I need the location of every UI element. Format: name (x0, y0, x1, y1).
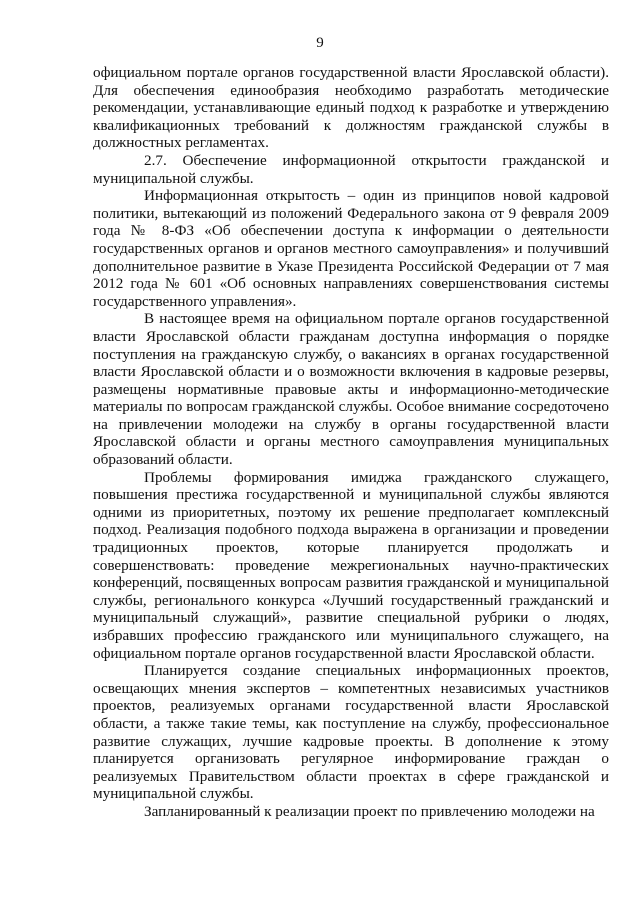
paragraph-official-portal: В настоящее время на официальном портале органов государственной власти Ярославской области гражданам доступна информация о порядке поступления на гражданскую службу, о вакансиях в органах государственной власти Ярославской области и о возможности включения в кадровые резервы, размещены нормативные правовые акты и информационно-методические материалы по вопросам гражданской службы. Особое внимание сосредоточено на привлечении молодежи на службу в органы государственной власти Ярославской области и органы местного самоуправления муниципальных образований области. (93, 310, 609, 469)
paragraph-continuation: официальном портале органов государственной власти Ярославской области). Для обеспечения единообразия необходимо разработать методические рекомендации, устанавливающие единый подход к разработке и утверждению квалификационных требований к должностям гражданской службы в должностных регламентах. (93, 64, 609, 152)
section-heading-2-7: 2.7. Обеспечение информационной открытости гражданской и муниципальной службы. (93, 151, 609, 187)
paragraph-information-openness: Информационная открытость – один из принципов новой кадровой политики, вытекающий из положений Федерального закона от 9 февраля 2009 года № 8-ФЗ «Об обеспечении доступа к информации о деятельности государственных органов и органов местного самоуправления» и получивший дополнительное развитие в Указе Президента Российской Федерации от 7 мая 2012 года № 601 «Об основных направлениях совершенствования системы государственного управления». (93, 187, 609, 310)
page-number: 9 (316, 35, 324, 51)
paragraph-information-projects: Планируется создание специальных информационных проектов, освещающих мнения экспертов – компетентных независимых участников проектов, реализуемых органами государственной власти Ярославской области, а также такие темы, как поступление на службу, профессиональное развитие служащих, лучшие кадровые проекты. В дополнение к этому планируется организовать регулярное информирование граждан о реализуемых Правительством области проектах в сфере гражданской и муниципальной службы. (93, 662, 609, 803)
paragraph-planned-project: Запланированный к реализации проект по привлечению молодежи на (144, 802, 595, 820)
document-body (93, 64, 609, 821)
paragraph-image-problems: Проблемы формирования имиджа гражданского служащего, повышения престижа государственной и муниципальной службы являются одними из приоритетных, поэтому их решение предполагает комплексный подход. Реализация подобного подхода выражена в организации и проведении традиционных проектов, которые планируется продолжать и совершенствовать: проведение межрегиональных научно-практических конференций, посвященных вопросам развития гражданской и муниципальной службы, регионального конкурса «Лучший государственный гражданский и муниципальный служащий», развитие специальной рубрики о людях, избравших профессию гражданского или муниципального служащего, на официальном портале органов государственной власти Ярославской области. (93, 468, 609, 662)
